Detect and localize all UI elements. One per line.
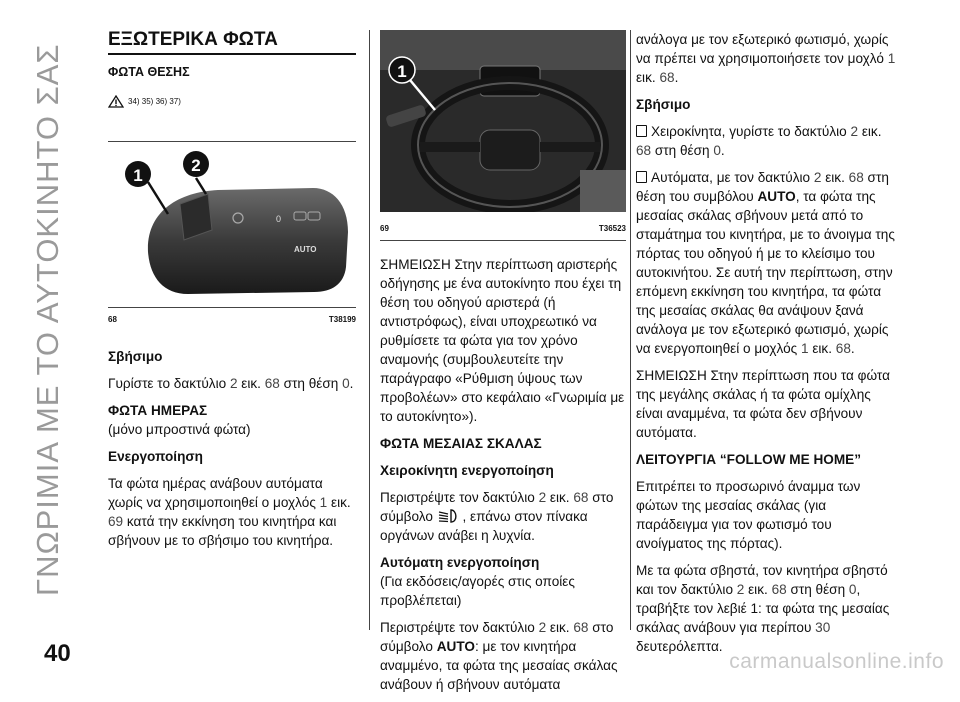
manual-paragraph: Περιστρέψτε τον δακτύλιο 2 εικ. 68 στο σύμβολο , επάνω στον πίνακα οργάνων ανάβει η λυχνία. <box>380 490 614 543</box>
dashboard-illustration <box>380 30 626 212</box>
callout-2: 2 <box>191 156 201 175</box>
column-divider-1 <box>369 30 370 630</box>
note-2-paragraph: ΣΗΜΕΙΩΣΗ Στην περίπτωση που τα φώτα της μεγάλης σκάλας ή τα φώτα ομίχλης είναι αναμμένα, τα φώτα δεν σβήνουν αυτόματα. <box>636 368 890 440</box>
auto-note: (Για εκδόσεις/αγορές στις οποίες προβλέπεται) <box>380 574 575 608</box>
subsection-title: ΦΩΤΑ ΘΕΣΗΣ <box>108 65 190 79</box>
off-paragraph: Γυρίστε το δακτύλιο 2 εικ. 68 στη θέση 0. <box>108 376 354 391</box>
note-paragraph: ΣΗΜΕΙΩΣΗ Στην περίπτωση αριστερής οδήγησης με ένα αυτοκίνητο που έχει τη θέση του οδηγού αριστερά (ή αντιστρόφως), είναι υποχρεωτικό να ρυθμίσετε τα φώτα για τον χρόνο αναμονής (συμβουλευτείτε την παράγραφο «Ρύθμιση ύψους των προβολέων» στο κεφάλαιο «Γνωριμία με το αυτοκίνητο»). <box>380 257 625 424</box>
watermark: carmanualsonline.info <box>729 650 944 673</box>
low-beam-title: ΦΩΤΑ ΜΕΣΑΙΑΣ ΣΚΑΛΑΣ <box>380 436 542 451</box>
auto-off-item: Αυτόματα, με τον δακτύλιο 2 εικ. 68 στη θέση του συμβόλου AUTO, τα φώτα της μεσαίας σκάλας σβήνουν μετά από το σταμάτημα του κινητήρα, με το άνοιγμα της πόρτας του οδηγού ή με το κλείσιμο του αυτοκινήτου. Σε αυτή την περίπτωση, στην επόμενη εκκίνηση του κινητήρα, τα φώτα της μεσαίας σκάλας θα ανάψουν ξανά ανάλογα με τον εξωτερικό φωτισμό, χωρίς να ενεργοποιηθεί ο μοχλός 1 εικ. 68. <box>636 170 895 356</box>
manual-heading: Χειροκίνητη ενεργοποίηση <box>380 463 554 478</box>
figure-bottom-rule <box>108 307 356 308</box>
warning-refs <box>108 92 356 111</box>
warning-refs-text: 34) 35) 36) 37) <box>128 97 181 106</box>
column-3 <box>636 30 896 664</box>
activation-heading: Ενεργοποίηση <box>108 449 203 464</box>
off-heading-2: Σβήσιμο <box>636 97 691 112</box>
warning-icon <box>108 95 124 108</box>
auto-paragraph: Περιστρέψτε τον δακτύλιο 2 εικ. 68 στο σύμβολο AUTO: με τον κινητήρα αναμμένο, τα φώτα της μεσαίας σκάλας ανάβουν ή σβήνουν αυτόματα <box>380 620 618 692</box>
section-title: ΕΞΩΤΕΡΙΚΑ ΦΩΤΑ <box>108 30 356 55</box>
figure-68-caption <box>108 310 356 329</box>
bullet-box-icon <box>636 125 647 137</box>
column-divider-2 <box>630 30 631 630</box>
figure-69-number: 69 <box>380 224 389 233</box>
figure-69-rule <box>380 240 626 241</box>
chapter-side-title <box>28 36 68 636</box>
drl-note: (μόνο μπροστινά φώτα) <box>108 422 251 437</box>
figure-68 <box>108 142 356 329</box>
svg-text:0: 0 <box>276 214 282 224</box>
follow-me-home-steps: Με τα φώτα σβηστά, τον κινητήρα σβηστό και τον δακτύλιο 2 εικ. 68 στη θέση 0, τραβήξτε τον λεβιέ 1: τα φώτα της μεσαίας σκάλας ανάβουν για περίπου 30 δευτερόλεπτα. <box>636 563 890 654</box>
manual-off-item: Χειροκίνητα, γυρίστε το δακτύλιο 2 εικ. 68 στη θέση 0. <box>636 124 882 158</box>
continued-paragraph: ανάλογα με τον εξωτερικό φωτισμό, χωρίς να πρέπει να χρησιμοποιήσετε τον μοχλό 1 εικ. 68. <box>636 32 896 85</box>
light-stalk-illustration <box>108 142 356 302</box>
bullet-box-icon <box>636 171 647 183</box>
figure-69-code: T36523 <box>598 224 626 233</box>
callout-1: 1 <box>133 166 143 185</box>
follow-me-home-title: ΛΕΙΤΟΥΡΓΙΑ “FOLLOW ME HOME” <box>636 452 862 467</box>
auto-heading: Αυτόματη ενεργοποίηση <box>380 555 540 570</box>
activation-paragraph: Τα φώτα ημέρας ανάβουν αυτόματα χωρίς να χρησιμοποιηθεί ο μοχλός 1 εικ. 69 κατά την εκκίνηση του κινητήρα και σβήνουν με το σβήσιμο του κινητήρα. <box>108 476 351 548</box>
follow-me-home-paragraph: Επιτρέπει το προσωρινό άναμμα των φώτων της μεσαίας σκάλας (για παράδειγμα για τον φωτισμό του ανοίγματος της πόρτας). <box>636 479 861 551</box>
off-heading: Σβήσιμο <box>108 349 163 364</box>
chapter-title-text: ΓΝΩΡΙΜΙΑ ΜΕ ΤΟ ΑΥΤΟΚΙΝΗΤΟ ΣΑΣ <box>30 43 65 596</box>
column-2 <box>380 30 626 702</box>
callout-1-fig69: 1 <box>397 62 407 81</box>
page-number: 40 <box>44 640 71 667</box>
dash-display: 888 <box>500 79 520 90</box>
figure-68-number: 68 <box>108 315 117 324</box>
figure-69 <box>380 30 626 241</box>
low-beam-icon <box>437 509 459 523</box>
column-1 <box>108 30 356 558</box>
figure-69-caption <box>380 219 626 238</box>
figure-68-code: T38199 <box>328 315 356 324</box>
stalk-auto-label: AUTO <box>294 245 317 254</box>
drl-title: ΦΩΤΑ ΗΜΕΡΑΣ <box>108 403 208 418</box>
